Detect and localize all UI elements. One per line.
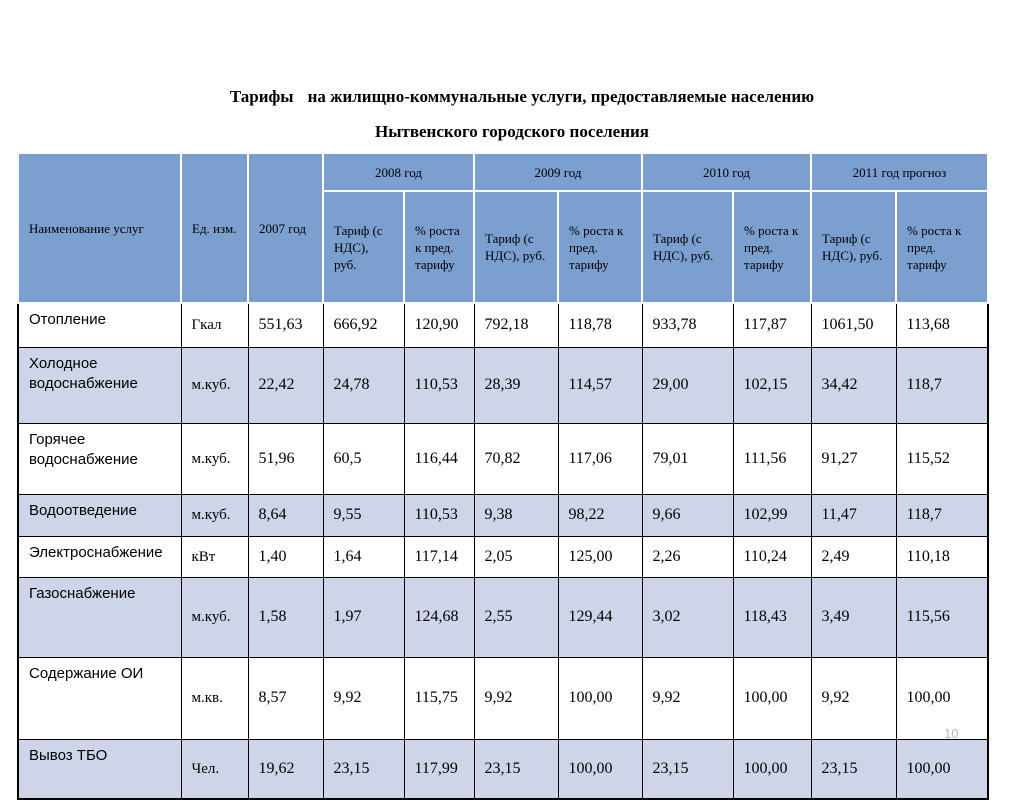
growth-2009: 125,00 xyxy=(558,536,642,577)
growth-2009: 117,06 xyxy=(558,423,642,494)
tariff-2009: 792,18 xyxy=(474,303,558,347)
page-title xyxy=(0,87,1024,107)
service-name: Вывоз ТБО xyxy=(18,739,181,799)
growth-2009: 98,22 xyxy=(558,494,642,536)
unit-cell: м.куб. xyxy=(181,423,248,494)
header-tariff-2010: Тариф (с НДС), руб. xyxy=(642,191,733,303)
growth-2010: 100,00 xyxy=(733,739,811,799)
growth-2008: 117,14 xyxy=(404,536,474,577)
header-2008: 2008 год xyxy=(323,153,474,191)
tariff-2009: 70,82 xyxy=(474,423,558,494)
growth-2011: 110,18 xyxy=(896,536,988,577)
value-2007: 19,62 xyxy=(248,739,323,799)
tariff-2010: 9,92 xyxy=(642,657,733,739)
growth-2009: 118,78 xyxy=(558,303,642,347)
tariff-2011: 11,47 xyxy=(811,494,896,536)
growth-2011: 100,00 xyxy=(896,657,988,739)
growth-2010: 111,56 xyxy=(733,423,811,494)
title-part-1: Тарифы xyxy=(229,87,294,106)
tariffs-table xyxy=(17,152,989,800)
value-2007: 8,64 xyxy=(248,494,323,536)
growth-2011: 115,56 xyxy=(896,577,988,657)
tariff-2008: 24,78 xyxy=(323,347,404,423)
unit-cell: Чел. xyxy=(181,739,248,799)
header-growth-2010: % роста к пред. тарифу xyxy=(733,191,811,303)
header-growth-2008: % роста к пред. тарифу xyxy=(404,191,474,303)
tariff-2011: 23,15 xyxy=(811,739,896,799)
unit-cell: Гкал xyxy=(181,303,248,347)
growth-2011: 118,7 xyxy=(896,494,988,536)
growth-2011: 113,68 xyxy=(896,303,988,347)
table-row xyxy=(18,347,988,423)
growth-2011: 118,7 xyxy=(896,347,988,423)
tariff-2011: 1061,50 xyxy=(811,303,896,347)
tariff-2010: 2,26 xyxy=(642,536,733,577)
growth-2008: 116,44 xyxy=(404,423,474,494)
service-name: Электроснабжение xyxy=(18,536,181,577)
header-2007: 2007 год xyxy=(248,153,323,303)
service-name: Газоснабжение xyxy=(18,577,181,657)
tariff-2011: 91,27 xyxy=(811,423,896,494)
tariff-2011: 34,42 xyxy=(811,347,896,423)
header-tariff-2011: Тариф (с НДС), руб. xyxy=(811,191,896,303)
table-row xyxy=(18,657,988,739)
tariff-2009: 9,38 xyxy=(474,494,558,536)
page-number: 10 xyxy=(944,726,959,741)
value-2007: 51,96 xyxy=(248,423,323,494)
table-row xyxy=(18,303,988,347)
tariff-2009: 2,05 xyxy=(474,536,558,577)
growth-2011: 100,00 xyxy=(896,739,988,799)
tariff-2011: 2,49 xyxy=(811,536,896,577)
header-tariff-2008: Тариф (с НДС), руб. xyxy=(323,191,404,303)
header-2011: 2011 год прогноз xyxy=(811,153,988,191)
growth-2010: 117,87 xyxy=(733,303,811,347)
tariff-2008: 9,92 xyxy=(323,657,404,739)
service-name: Содержание ОИ xyxy=(18,657,181,739)
growth-2010: 110,24 xyxy=(733,536,811,577)
header-unit: Ед. изм. xyxy=(181,153,248,303)
tariff-2009: 2,55 xyxy=(474,577,558,657)
unit-cell: м.кв. xyxy=(181,657,248,739)
header-2009: 2009 год xyxy=(474,153,642,191)
page-subtitle: Нытвенского городского поселения xyxy=(374,122,650,141)
growth-2008: 117,99 xyxy=(404,739,474,799)
growth-2010: 118,43 xyxy=(733,577,811,657)
growth-2008: 120,90 xyxy=(404,303,474,347)
tariff-2008: 666,92 xyxy=(323,303,404,347)
growth-2008: 110,53 xyxy=(404,494,474,536)
tariff-2010: 79,01 xyxy=(642,423,733,494)
tariff-2008: 60,5 xyxy=(323,423,404,494)
tariff-2011: 3,49 xyxy=(811,577,896,657)
tariff-2008: 9,55 xyxy=(323,494,404,536)
value-2007: 22,42 xyxy=(248,347,323,423)
tariff-2010: 9,66 xyxy=(642,494,733,536)
growth-2008: 124,68 xyxy=(404,577,474,657)
tariff-2009: 28,39 xyxy=(474,347,558,423)
header-tariff-2009: Тариф (с НДС), руб. xyxy=(474,191,558,303)
growth-2010: 100,00 xyxy=(733,657,811,739)
unit-cell: кВт xyxy=(181,536,248,577)
growth-2009: 114,57 xyxy=(558,347,642,423)
growth-2008: 115,75 xyxy=(404,657,474,739)
service-name: Холодное водоснабжение xyxy=(18,347,181,423)
table-row xyxy=(18,739,988,799)
title-part-2: на жилищно-коммунальные услуги, предоставляемые населению xyxy=(307,87,815,106)
growth-2009: 100,00 xyxy=(558,739,642,799)
table-row xyxy=(18,494,988,536)
tariff-2008: 1,64 xyxy=(323,536,404,577)
tariff-2010: 933,78 xyxy=(642,303,733,347)
tariff-2010: 3,02 xyxy=(642,577,733,657)
growth-2010: 102,99 xyxy=(733,494,811,536)
tariff-2009: 23,15 xyxy=(474,739,558,799)
table-row xyxy=(18,536,988,577)
table-row xyxy=(18,577,988,657)
header-2010: 2010 год xyxy=(642,153,811,191)
tariff-2010: 29,00 xyxy=(642,347,733,423)
service-name: Отопление xyxy=(18,303,181,347)
growth-2010: 102,15 xyxy=(733,347,811,423)
growth-2011: 115,52 xyxy=(896,423,988,494)
tariff-2009: 9,92 xyxy=(474,657,558,739)
growth-2008: 110,53 xyxy=(404,347,474,423)
unit-cell: м.куб. xyxy=(181,347,248,423)
tariff-2008: 23,15 xyxy=(323,739,404,799)
value-2007: 1,40 xyxy=(248,536,323,577)
header-row-years xyxy=(18,153,988,191)
header-growth-2009: % роста к пред. тарифу xyxy=(558,191,642,303)
value-2007: 551,63 xyxy=(248,303,323,347)
service-name: Водоотведение xyxy=(18,494,181,536)
tariff-2010: 23,15 xyxy=(642,739,733,799)
header-growth-2011: % роста к пред. тарифу xyxy=(896,191,988,303)
table-row xyxy=(18,423,988,494)
tariff-2008: 1,97 xyxy=(323,577,404,657)
growth-2009: 100,00 xyxy=(558,657,642,739)
value-2007: 1,58 xyxy=(248,577,323,657)
header-service-name: Наименование услуг xyxy=(18,153,181,303)
growth-2009: 129,44 xyxy=(558,577,642,657)
tariff-2011: 9,92 xyxy=(811,657,896,739)
unit-cell: м.куб. xyxy=(181,494,248,536)
service-name: Горячее водоснабжение xyxy=(18,423,181,494)
unit-cell: м.куб. xyxy=(181,577,248,657)
value-2007: 8,57 xyxy=(248,657,323,739)
